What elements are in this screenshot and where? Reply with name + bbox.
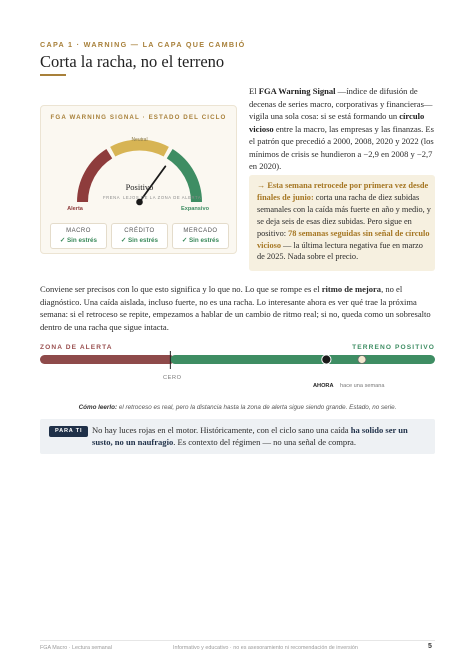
bar-label-alert: ZONA DE ALERTA: [40, 344, 113, 351]
gauge-annotation-left: FRENA: [103, 195, 121, 200]
footer-divider: [40, 640, 435, 641]
indicator-macro-status: ✓ Sin estrés: [59, 237, 98, 244]
indicator-mercado-label: MERCADO: [183, 228, 218, 234]
callout-text: → Esta semana retrocede por primera vez desde finales de junio: corta una racha de diez subidas semanales con la caída más fuerte en año y medio, y se deja seis de esas diez subidas. Pero sigue en positivo: 78 semanas seguidas sin señal de círculo vicioso — la última lectura negativa fue en marzo de 2025. Nada sobre el precio.: [257, 181, 431, 262]
indicator-macro-label: MACRO: [66, 228, 91, 234]
gauge-label-neutral: Neutral: [131, 137, 148, 143]
gauge-arc-neutral: [113, 145, 167, 152]
page-number: 5: [428, 643, 432, 650]
bar-segment-positive: [170, 355, 435, 364]
bar-label-positive: TERRENO POSITIVO: [352, 344, 435, 351]
gauge-heading: FGA WARNING SIGNAL · ESTADO DEL CICLO: [50, 114, 227, 121]
gauge-label-expansive: Expansivo: [181, 206, 209, 212]
gauge-annotation-right: LEJOS DE LA ZONA DE ALERTA: [123, 195, 202, 200]
indicator-mercado-status: ✓ Sin estrés: [181, 237, 220, 244]
indicator-mercado: [172, 223, 229, 249]
indicator-credito: [111, 223, 168, 249]
bar-segment-alert: [40, 355, 174, 364]
gauge-reading: Positivo: [125, 182, 154, 192]
indicator-macro: [50, 223, 107, 249]
weekly-callout: [249, 175, 435, 271]
footer-disclaimer: Informativo y educativo · no es asesoramiento ni recomendación de inversión: [173, 645, 358, 651]
body-paragraph: Conviene ser precisos con lo que esto significa y lo que no. Lo que se rompe es el ritmo de mejora, no el diagnóstico. Una caída aislada, incluso fuerte, no es una racha. Lo interesante ahora es ver qué trae la próxima semana: si el retroceso se repite, empezamos a hablar de un cambio de ritmo real; si no, queda como un sobresalto dentro de una racha que sigue intacta.: [40, 284, 431, 332]
bar-zero-label: CERO: [163, 375, 182, 381]
intro-strong-signal: FGA Warning Signal: [258, 86, 336, 96]
bar-prev-label: hace una semana: [340, 383, 385, 389]
bar-marker-previous: [358, 356, 366, 364]
gauge-label-alert: Alerta: [67, 206, 83, 212]
bar-marker-now: [322, 355, 331, 364]
for-you-text: No hay luces rojas en el motor. Históricamente, con el ciclo sano una caída ha solido ser un susto, no un naufragio. Es contexto del régimen — no una señal de compra.: [92, 425, 408, 448]
for-you-badge: PARA TI: [49, 426, 88, 437]
intro-strong-vicious-circle: círculo vicioso: [249, 111, 425, 134]
gauge-card: [40, 105, 237, 254]
intro-paragraph: El FGA Warning Signal —índice de difusión de decenas de series macro, corporativas y financieras— vigila una sola cosa: si se está formando un círculo vicioso entre la macro, las empresas y las finanzas. Es el patrón que precedió a 2000, 2008, 2020 y 2022 (los mínimos de crisis se hundieron a −2,9 en 2008 y −2,7 en 2020).: [249, 86, 434, 172]
indicator-credito-label: CRÉDITO: [124, 228, 155, 234]
bar-now-label: AHORA: [313, 383, 334, 389]
title-underline: [40, 74, 66, 76]
for-you-box: [40, 419, 435, 454]
section-kicker: CAPA 1 · WARNING — LA CAPA QUE CAMBIÓ: [40, 40, 246, 49]
footer-publication: FGA Macro · Lectura semanal: [40, 645, 112, 651]
page-title: Corta la racha, no el terreno: [40, 52, 225, 71]
body-strong: ritmo de mejora: [321, 284, 382, 294]
how-to-read-note: Cómo leerlo: el retroceso es real, pero la distancia hasta la zona de alerta sigue siendo grande. Estado, no serie.: [78, 404, 397, 411]
indicator-credito-status: ✓ Sin estrés: [120, 237, 159, 244]
gauge-dial: [41, 124, 238, 224]
